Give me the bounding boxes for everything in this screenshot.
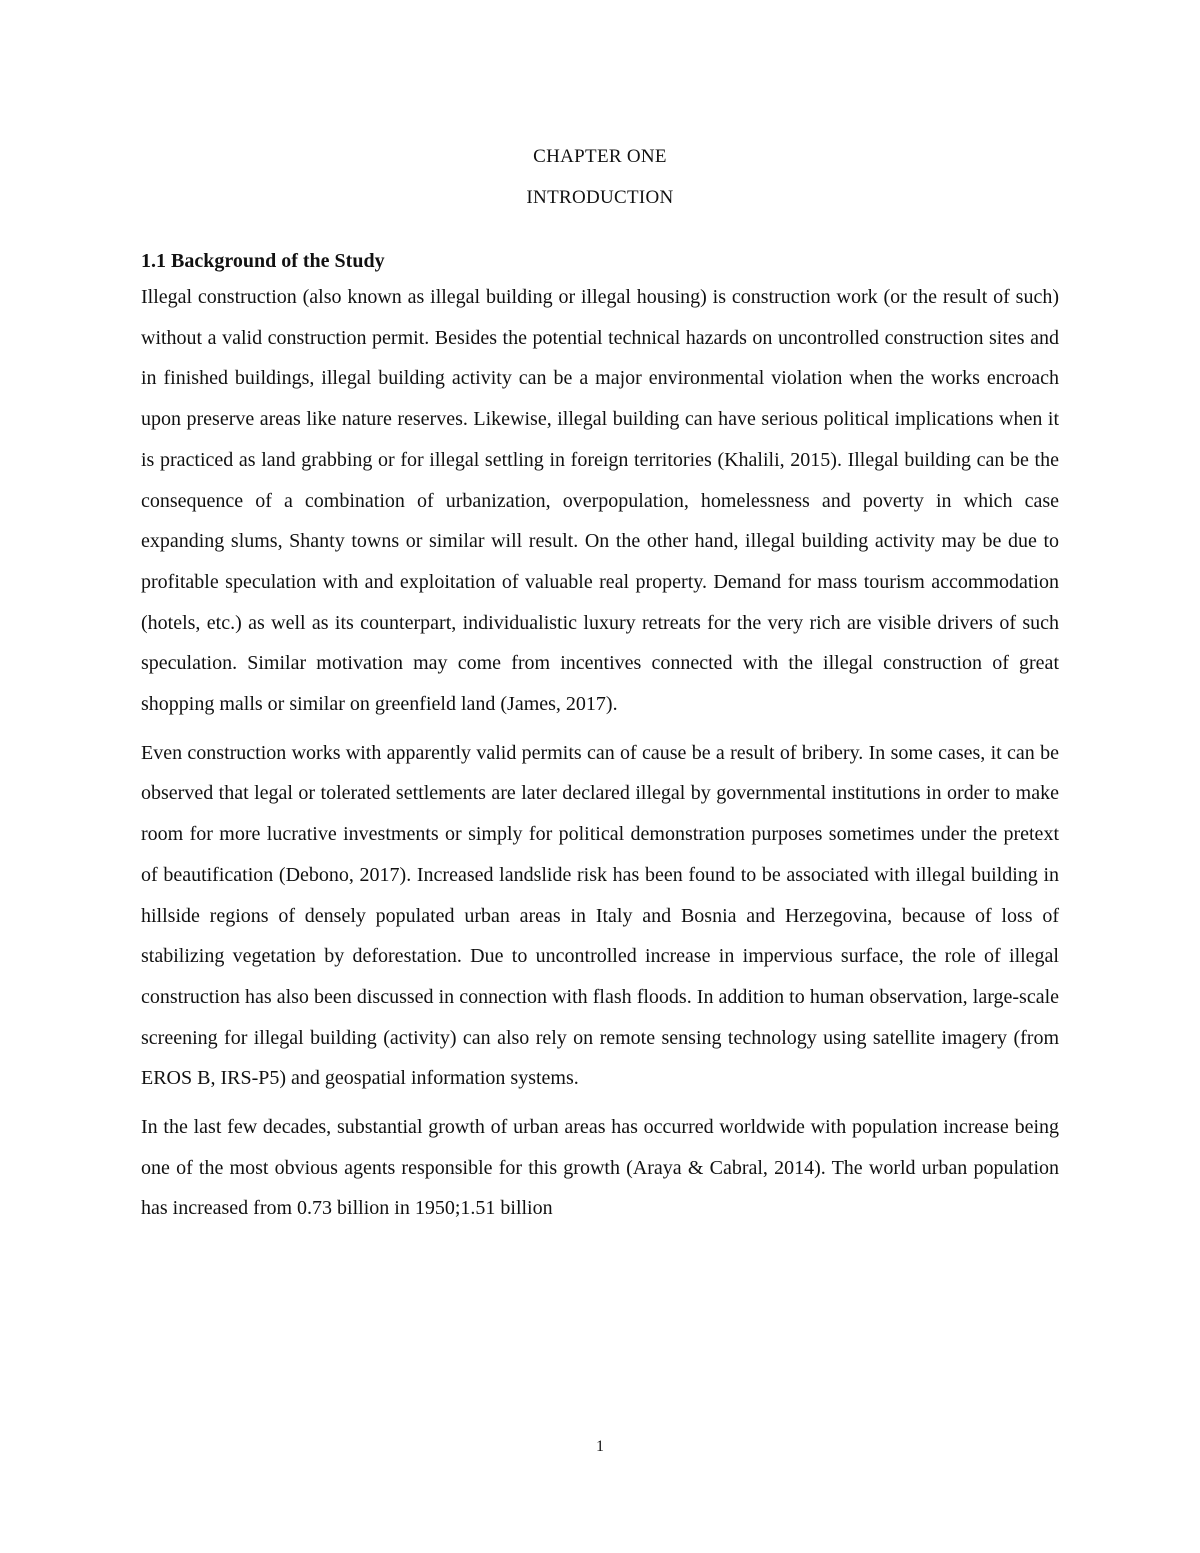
body-paragraph: Even construction works with apparently valid permits can of cause be a result of bribery. In some cases, it can be observed that legal or tolerated settlements are later declared illegal by governmental institutions in order to make room for more lucrative investments or simply for political demonstration purposes sometimes under the pretext of beautification (Debono, 2017). Increased landslide risk has been found to be associated with illegal building in hillside regions of densely populated urban areas in Italy and Bosnia and Herzegovina, because of loss of stabilizing vegetation by deforestation. Due to uncontrolled increase in impervious surface, the role of illegal construction has also been discussed in connection with flash floods. In addition to human observation, large-scale screening for illegal building (activity) can also rely on remote sensing technology using satellite imagery (from EROS B, IRS-P5) and geospatial information systems.: [141, 741, 1059, 1090]
body-paragraph: In the last few decades, substantial growth of urban areas has occurred worldwide with population increase being one of the most obvious agents responsible for this growth (Araya & Cabral, 2014). The world urban population has increased from 0.73 billion in 1950;1.51 billion: [141, 1116, 1059, 1220]
page-content: [141, 142, 1059, 1229]
body-paragraph: Illegal construction (also known as illegal building or illegal housing) is construction work (or the result of such) without a valid construction permit. Besides the potential technical hazards on uncontrolled construction sites and in finished buildings, illegal building activity can be a major environmental violation when the works encroach upon preserve areas like nature reserves. Likewise, illegal building can have serious political implications when it is practiced as land grabbing or for illegal settling in foreign territories (Khalili, 2015). Illegal building can be the consequence of a combination of urbanization, overpopulation, homelessness and poverty in which case expanding slums, Shanty towns or similar will result. On the other hand, illegal building activity may be due to profitable speculation with and exploitation of valuable real property. Demand for mass tourism accommodation (hotels, etc.) as well as its counterpart, individualistic luxury retreats for the very rich are visible drivers of such speculation. Similar motivation may come from incentives connected with the illegal construction of great shopping malls or similar on greenfield land (James, 2017).: [141, 286, 1059, 716]
section-heading: 1.1 Background of the Study: [141, 250, 385, 272]
chapter-subtitle: INTRODUCTION: [526, 187, 674, 208]
chapter-title: CHAPTER ONE: [533, 146, 667, 167]
page-number: 1: [596, 1438, 604, 1455]
